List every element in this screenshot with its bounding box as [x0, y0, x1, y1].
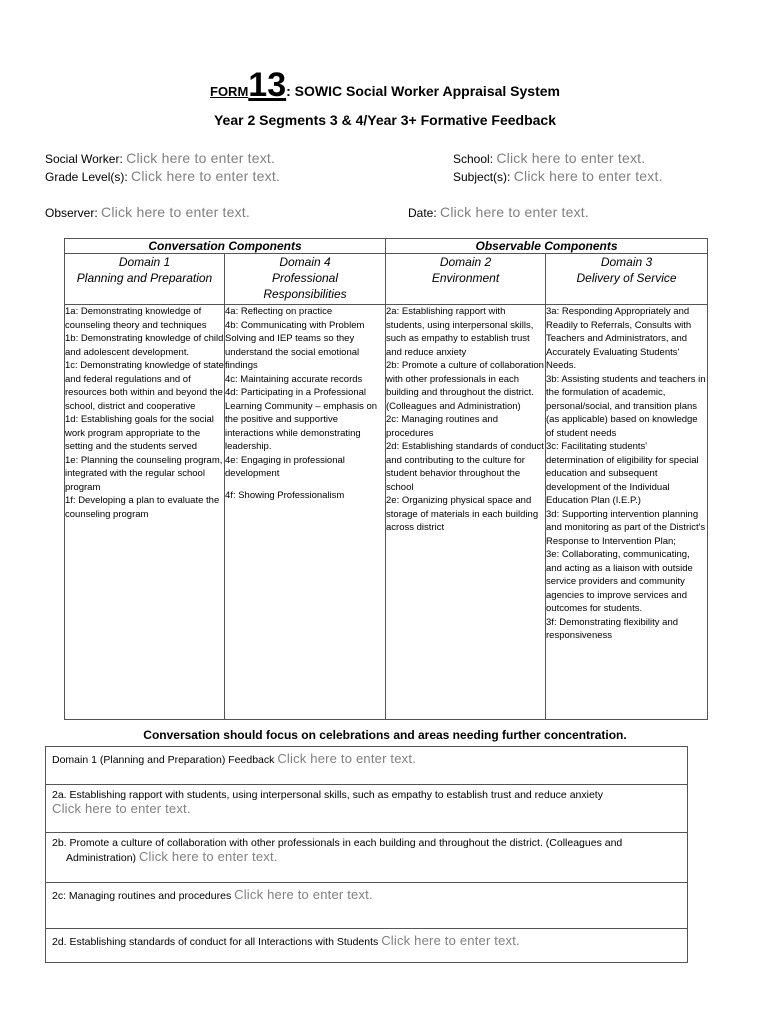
component-item: 1e: Planning the counseling program, integrated with the regular school program	[65, 454, 223, 493]
component-item: 2b: Promote a culture of collaboration with other professionals in each building and throughout the district. (Colleagues and Administration)	[386, 360, 544, 412]
feedback-label: Domain 1 (Planning and Preparation) Feedback	[52, 754, 275, 766]
form-subtitle: Year 2 Segments 3 & 4/Year 3+ Formative Feedback	[213, 112, 556, 128]
domain-header-line: Domain 2	[439, 255, 492, 269]
feedback-table	[45, 746, 688, 963]
date-input[interactable]: Click here to enter text.	[440, 204, 589, 220]
school-field	[453, 150, 645, 166]
domain-header-line: Delivery of Service	[576, 271, 677, 285]
domain-header-line: Domain 1	[118, 255, 171, 269]
date-field	[408, 204, 589, 220]
domain-header-line: Planning and Preparation	[76, 271, 213, 285]
component-item: 3c: Facilitating students' determination of eligibility for special education and subsequent development of the Individual Education Plan (I.E.P.)	[546, 441, 699, 506]
domain-3-components	[546, 305, 708, 720]
feedback-row-2d	[46, 929, 688, 963]
social-worker-field	[45, 150, 275, 166]
feedback-row-2b	[46, 833, 688, 883]
date-label: Date:	[408, 206, 437, 220]
social-worker-input[interactable]: Click here to enter text.	[126, 150, 276, 166]
component-item: 1a: Demonstrating knowledge of counseling theory and techniques	[65, 306, 207, 331]
spacer	[225, 481, 385, 489]
domain-4-components	[225, 305, 386, 720]
domain-2-components	[386, 305, 546, 720]
component-item: 2e: Organizing physical space and storage of materials in each building across district	[386, 495, 539, 533]
component-item: 4f: Showing Professionalism	[225, 489, 345, 501]
component-item: 4e: Engaging in professional development	[225, 454, 345, 479]
domain-header-line: Environment	[431, 271, 500, 285]
domain-header-line: Professional	[271, 271, 339, 285]
component-item: 1c: Demonstrating knowledge of state and federal regulations and of resources both within and beyond the school, district and cooperative	[65, 360, 224, 412]
feedback-label: 2d. Establishing standards of conduct for all Interactions with Students	[52, 936, 379, 948]
feedback-row-2c	[46, 883, 688, 929]
feedback-input-2d[interactable]: Click here to enter text.	[381, 933, 520, 948]
component-item: 1d: Establishing goals for the social work program appropriate to the setting and the students served	[65, 414, 214, 452]
component-item: 2c: Managing routines and procedures	[386, 414, 498, 439]
component-item: 4b: Communicating with Problem Solving and IEP teams so they understand the social emotional findings	[225, 319, 365, 371]
grade-level-field	[45, 168, 280, 184]
component-item: 3a: Responding Appropriately and Readily to Referrals, Consults with Teachers and Administrators, and Accurately Evaluating Students' Needs.	[546, 306, 692, 371]
feedback-label: Administration)	[66, 852, 137, 864]
domain-1-header	[65, 254, 225, 305]
domain-header-line: Domain 4	[279, 255, 331, 269]
component-item: 4d: Participating in a Professional Learning Community – emphasis on the positive and supportive interactions while demonstrating leadership.	[225, 387, 378, 452]
component-item: 4c: Maintaining accurate records	[225, 373, 363, 385]
feedback-row-2a	[46, 785, 688, 833]
component-item: 3f: Demonstrating flexibility and responsiveness	[546, 616, 679, 641]
domain-2-header	[386, 254, 546, 305]
component-item: 3e: Collaborating, communicating, and acting as a liaison with outside service providers and community agencies to improve services and outcomes for students.	[546, 549, 693, 614]
feedback-label: 2c: Managing routines and procedures	[52, 890, 232, 902]
focus-note: Conversation should focus on celebrations and areas needing further concentration.	[143, 728, 627, 742]
grade-level-label: Grade Level(s):	[45, 170, 128, 184]
domain-3-header	[546, 254, 708, 305]
form-word: FORM	[210, 84, 249, 99]
observer-field	[45, 204, 250, 220]
conversation-components-header: Conversation Components	[65, 239, 386, 254]
domain-header-line: Responsibilities	[263, 287, 347, 301]
observer-input[interactable]: Click here to enter text.	[101, 204, 250, 220]
social-worker-label: Social Worker:	[45, 152, 123, 166]
component-item: 4a: Reflecting on practice	[225, 306, 333, 317]
feedback-row-domain-1	[46, 747, 688, 785]
form-title	[0, 68, 770, 102]
domain-4-header	[225, 254, 386, 305]
component-item: 1b: Demonstrating knowledge of child and adolescent development.	[65, 333, 224, 358]
domain-1-components	[65, 305, 225, 720]
form-number: 13	[248, 66, 287, 104]
observer-label: Observer:	[45, 206, 98, 220]
feedback-label-continued	[52, 849, 681, 864]
subject-label: Subject(s):	[453, 170, 511, 184]
component-item: 3b: Assisting students and teachers in the formulation of academic, personal/social, and transition plans (as applicable) based on knowledge of student needs	[546, 373, 706, 439]
school-label: School:	[453, 152, 494, 166]
feedback-label: 2b. Promote a culture of collaboration with other professionals in each building and throughout the district. (Colleagues and	[52, 837, 623, 849]
subject-field	[453, 168, 663, 184]
feedback-input-2c[interactable]: Click here to enter text.	[234, 887, 373, 902]
feedback-input-domain-1[interactable]: Click here to enter text.	[277, 751, 416, 766]
observable-components-header: Observable Components	[386, 239, 708, 254]
domain-header-line: Domain 3	[600, 255, 653, 269]
feedback-label: 2a. Establishing rapport with students, using interpersonal skills, such as empathy to establish trust and reduce anxiety	[52, 789, 603, 801]
component-item: 2a: Establishing rapport with students, using interpersonal skills, such as empathy to establish trust and reduce anxiety	[386, 306, 534, 358]
component-item: 2d: Establishing standards of conduct and contributing to the culture for student behavior throughout the school	[386, 441, 544, 493]
component-item: 1f: Developing a plan to evaluate the counseling program	[65, 495, 220, 520]
form-title-rest: : SOWIC Social Worker Appraisal System	[286, 83, 560, 99]
feedback-input-2b[interactable]: Click here to enter text.	[138, 849, 278, 864]
component-item: 3d: Supporting intervention planning and monitoring as part of the District's Response to Intervention Plan;	[546, 508, 706, 547]
feedback-input-2a[interactable]: Click here to enter text.	[52, 801, 191, 816]
school-input[interactable]: Click here to enter text.	[496, 150, 646, 166]
grade-level-input[interactable]: Click here to enter text.	[131, 168, 280, 184]
components-table	[64, 238, 708, 720]
subject-input[interactable]: Click here to enter text.	[513, 168, 663, 184]
